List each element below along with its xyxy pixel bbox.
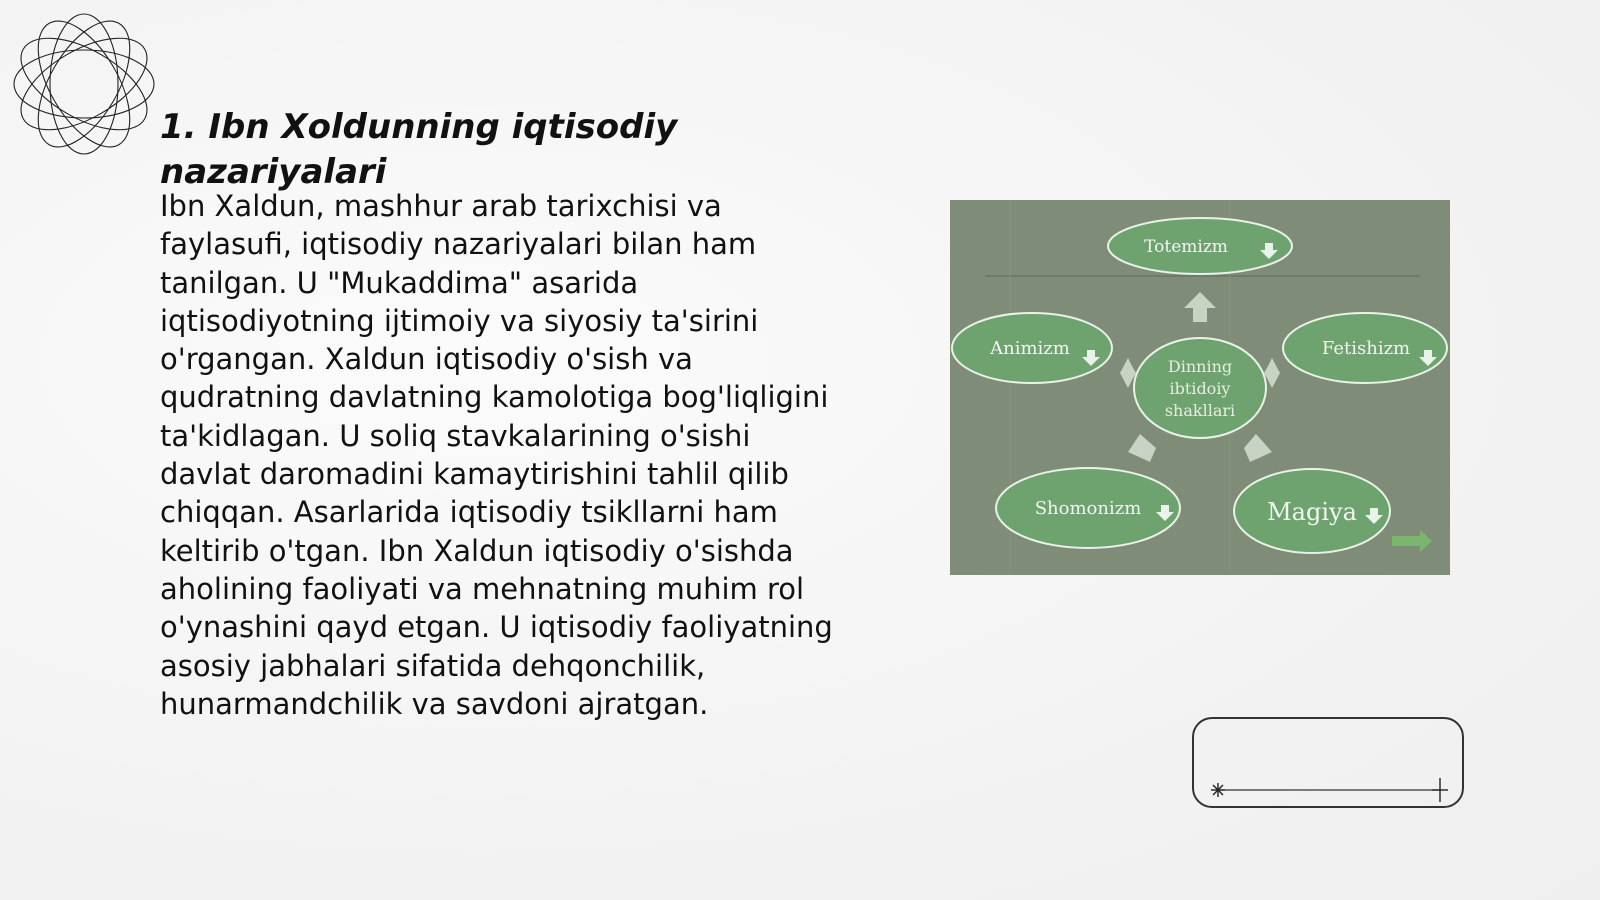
svg-text:Dinning: Dinning [1167, 357, 1233, 376]
starburst-icon [1211, 783, 1225, 797]
svg-text:ibtidoiy: ibtidoiy [1169, 379, 1231, 398]
svg-text:Totemizm: Totemizm [1144, 237, 1228, 257]
svg-text:Animizm: Animizm [990, 338, 1070, 359]
svg-text:Magiya: Magiya [1267, 498, 1357, 526]
node-animizm [952, 313, 1112, 383]
decorative-card [1192, 717, 1464, 808]
svg-text:Fetishizm: Fetishizm [1321, 338, 1411, 359]
node-magiya [1234, 469, 1390, 553]
slide-title: 1. Ibn Xoldunning iqtisodiy nazariyalari [160, 107, 678, 192]
node-fetishizm [1283, 313, 1447, 383]
node-totemizm [1108, 218, 1292, 274]
sparkle-icon [1432, 778, 1448, 802]
svg-text:shakllari: shakllari [1164, 401, 1236, 420]
node-shomonizm [996, 468, 1180, 548]
body-text: Ibn Xaldun, mashhur arab tarixchisi va faylasufi, iqtisodiy nazariyalari bilan ham tanilgan. U "Mukaddima" asarida iqtisodiyotning ijtimoiy va siyosiy ta'sirini o'rgangan. Xaldun iqtisodiy o'sish va qudratning davlatning kamolotiga bog'liqligini ta'kidlagan. U soliq stavkalarining o'sishi davlat daromadini kamaytirishini tahlil qilib chiqqan. Asarlarida iqtisodiy tsikllarni ham keltirib o'tgan. Ibn Xaldun iqtisodiy o'sishda aholining faoliyati va mehnatning muhim rol o'ynashini qayd etgan. U iqtisodiy faoliyatning asosiy jabhalari sifatida dehqonchilik, hunarmandchilik va savdoni ajratgan. [160, 189, 833, 721]
svg-text:Shomonizm: Shomonizm [1034, 498, 1142, 519]
orbital-rings-icon [8, 8, 160, 160]
node-center [1134, 338, 1266, 438]
religion-forms-diagram [950, 200, 1450, 575]
